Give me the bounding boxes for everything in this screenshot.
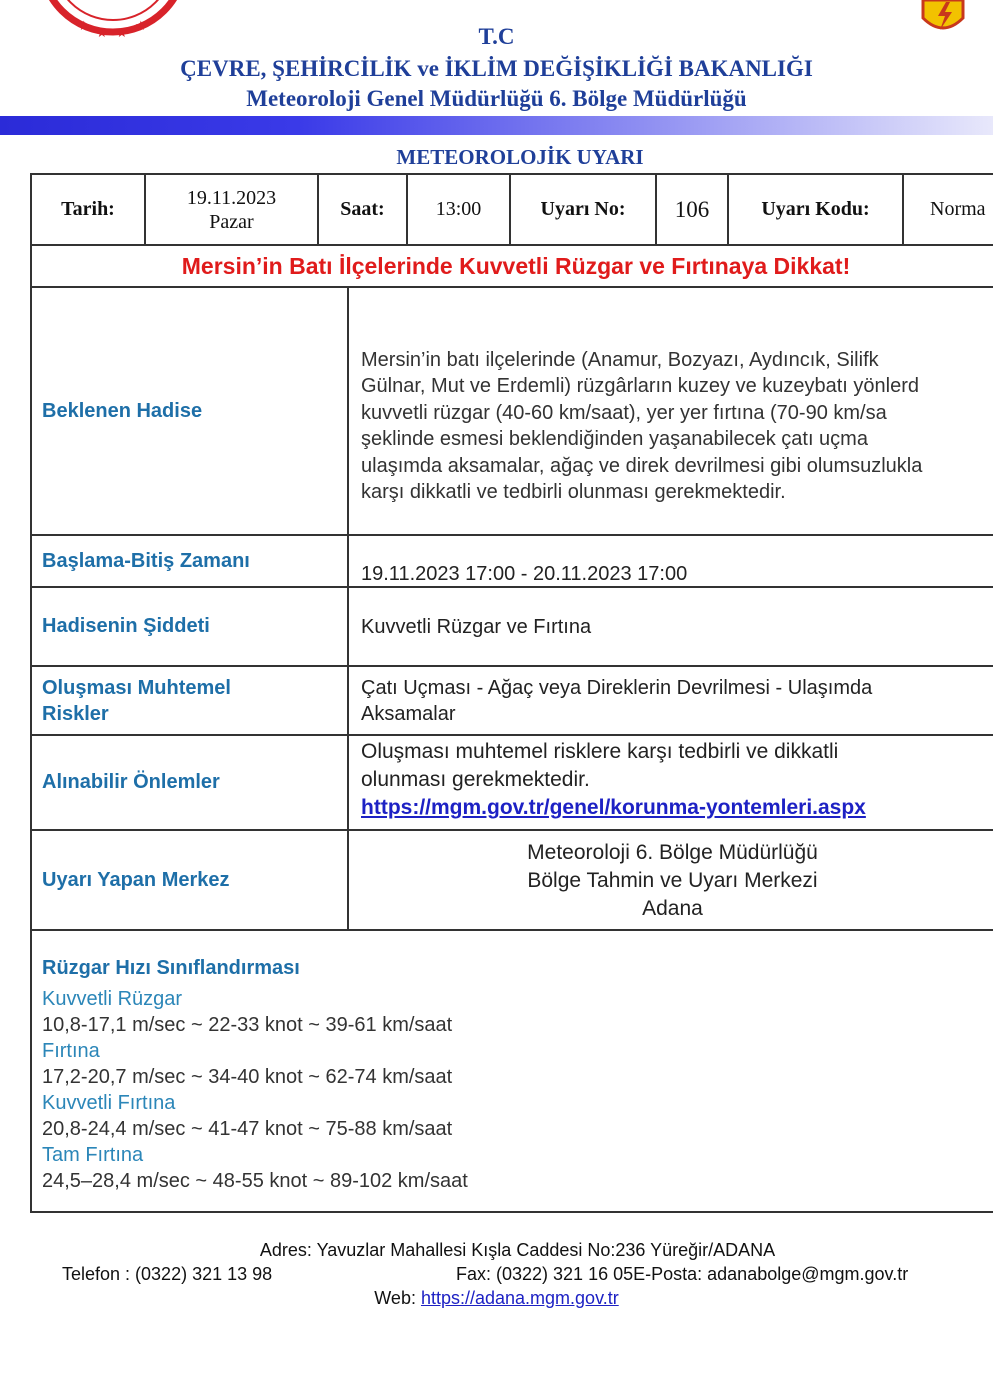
- risks-label: [32, 667, 349, 734]
- wind-class-name: Tam Fırtına: [42, 1144, 144, 1166]
- warning-code-value: Norma: [930, 198, 986, 220]
- wind-class-value: 20,8-24,4 m/sec ~ 41-47 knot ~ 75-88 km/saat: [42, 1118, 453, 1140]
- document-title: METEOROLOJİK UYARI: [396, 145, 644, 169]
- precautions-row: [32, 736, 993, 831]
- svg-text:★: ★: [135, 18, 147, 33]
- warning-table: [30, 173, 993, 1213]
- issuer-line: Meteoroloji 6. Bölge Müdürlüğü: [527, 841, 818, 864]
- date-label: Tarih:: [32, 175, 146, 244]
- protection-methods-link[interactable]: https://mgm.gov.tr/genel/korunma-yontemleri.aspx: [361, 796, 866, 819]
- risks-label-line: Oluşması Muhtemel: [42, 676, 231, 699]
- svg-text:★: ★: [116, 25, 128, 40]
- severity-row: [32, 588, 993, 667]
- precautions-line: Oluşması muhtemel risklere karşı tedbirli ve dikkatli: [361, 740, 839, 763]
- footer-phone: Telefon : (0322) 321 13 98: [62, 1264, 273, 1284]
- precautions-label: Alınabilir Önlemler: [32, 736, 349, 829]
- expected-event-line: karşı dikkatli ve tedbirli olunması gerekmektedir.: [361, 481, 786, 504]
- wind-classification-title: Rüzgar Hızı Sınıflandırması: [42, 957, 300, 979]
- issuer-label: Uyarı Yapan Merkez: [32, 831, 349, 929]
- start-end-row: [32, 536, 993, 588]
- wind-class-value: 17,2-20,7 m/sec ~ 34-40 knot ~ 62-74 km/saat: [42, 1066, 453, 1088]
- alert-row: [32, 246, 993, 288]
- warning-no-label: Uyarı No:: [511, 175, 657, 244]
- issuer-value: [351, 839, 993, 923]
- start-end-label: Başlama-Bitiş Zamanı: [32, 536, 349, 586]
- precautions-line: olunması gerekmektedir.: [361, 768, 590, 791]
- header-tc: T.C: [478, 24, 515, 49]
- risks-row: [32, 667, 993, 736]
- wind-class-value: 10,8-17,1 m/sec ~ 22-33 knot ~ 39-61 km/saat: [42, 1014, 453, 1036]
- svg-text:★: ★: [78, 18, 90, 33]
- time-value: 13:00: [408, 175, 511, 244]
- footer-fax-email: Fax: (0322) 321 16 05E-Posta: adanabolge@mgm.gov.tr: [456, 1264, 909, 1284]
- day-value: Pazar: [209, 210, 254, 233]
- start-end-value: 19.11.2023 17:00 - 20.11.2023 17:00: [361, 563, 688, 585]
- risks-label-line: Riskler: [42, 702, 109, 725]
- risks-value-line: Aksamalar: [361, 703, 456, 725]
- department-name: Meteoroloji Genel Müdürlüğü 6. Bölge Müdürlüğü: [246, 86, 747, 111]
- warning-code-label: Uyarı Kodu:: [729, 175, 904, 244]
- expected-event-line: Gülnar, Mut ve Erdemli) rüzgârların kuzey ve kuzeybatı yönlerd: [361, 375, 920, 398]
- svg-text:★: ★: [96, 25, 108, 40]
- expected-event-label: Beklenen Hadise: [32, 288, 349, 534]
- footer-web-link[interactable]: https://adana.mgm.gov.tr: [420, 1288, 619, 1308]
- wind-classification: [42, 957, 468, 1194]
- severity-label: Hadisenin Şiddeti: [32, 588, 349, 665]
- issuer-line: Bölge Tahmin ve Uyarı Merkezi: [527, 869, 818, 892]
- time-label: Saat:: [319, 175, 408, 244]
- footer-address: Adres: Yavuzlar Mahallesi Kışla Caddesi No:236 Yüreğir/ADANA: [259, 1240, 776, 1260]
- expected-event-text: [361, 347, 993, 505]
- info-row: [32, 175, 993, 246]
- footer-web-label: Web:: [374, 1288, 416, 1308]
- footer-web: [0, 1288, 993, 1309]
- wind-class-name: Kuvvetli Rüzgar: [42, 988, 183, 1010]
- date-cell: [146, 175, 319, 244]
- expected-event-row: [32, 288, 993, 536]
- severity-value: Kuvvetli Rüzgar ve Fırtına: [361, 616, 592, 638]
- expected-event-line: ulaşımda aksamalar, ağaç ve direk devrilmesi gibi olumsuzlukla: [361, 454, 923, 477]
- wind-class-name: Kuvvetli Fırtına: [42, 1092, 176, 1114]
- risks-value: [361, 675, 993, 727]
- header-gradient-bar: [0, 116, 993, 135]
- wind-class-value: 24,5–28,4 m/sec ~ 48-55 knot ~ 89-102 km/saat: [42, 1170, 468, 1192]
- ministry-name: ÇEVRE, ŞEHİRCİLİK ve İKLİM DEĞİŞİKLİĞİ BAKANLIĞI: [180, 56, 813, 81]
- precautions-value: [361, 738, 993, 822]
- issuer-row: [32, 831, 993, 931]
- risks-value-line: Çatı Uçması - Ağaç veya Direklerin Devrilmesi - Ulaşımda: [361, 677, 873, 699]
- warning-no-value: 106: [657, 175, 729, 244]
- expected-event-line: kuvvetli rüzgar (40-60 km/saat), yer yer fırtına (70-90 km/sa: [361, 401, 887, 424]
- wind-class-name: Fırtına: [42, 1040, 100, 1062]
- date-value: 19.11.2023: [186, 186, 277, 209]
- alert-headline: Mersin’in Batı İlçelerinde Kuvvetli Rüzgar ve Fırtınaya Dikkat!: [181, 252, 851, 279]
- issuer-line: Adana: [642, 897, 703, 920]
- expected-event-line: şeklinde esmesi beklendiğinden yaşanabilecek çatı uçma: [361, 428, 868, 451]
- expected-event-line: Mersin’in batı ilçelerinde (Anamur, Bozyazı, Aydıncık, Silifk: [361, 349, 879, 371]
